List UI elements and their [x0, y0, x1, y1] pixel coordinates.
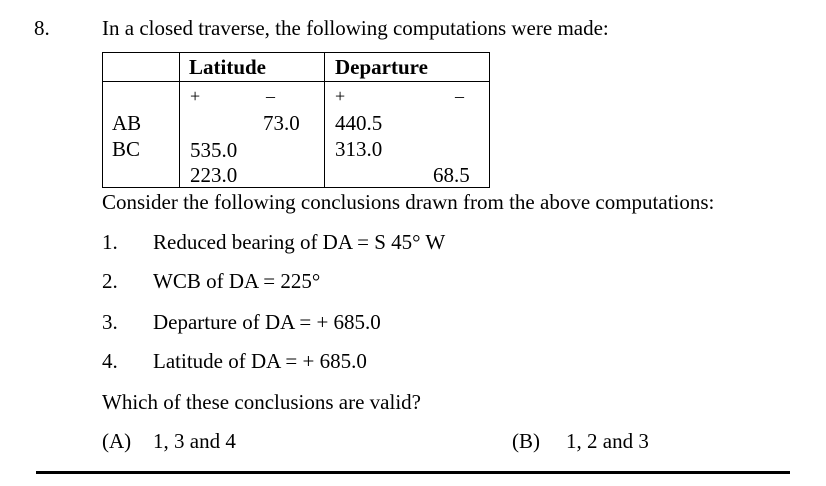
row-ab-line: AB — [112, 111, 142, 135]
conclusion-3-number: 3. — [102, 310, 118, 334]
table-header-rule — [103, 81, 489, 82]
question-number: 8. — [34, 16, 50, 40]
conclusion-2-number: 2. — [102, 269, 118, 293]
conclusion-2-text: WCB of DA = 225° — [153, 269, 321, 293]
option-b-text[interactable]: 1, 2 and 3 — [566, 429, 649, 453]
computation-table — [102, 52, 490, 188]
conclusion-1-text: Reduced bearing of DA = S 45° W — [153, 230, 446, 254]
option-a-text[interactable]: 1, 3 and 4 — [153, 429, 236, 453]
departure-header: Departure — [335, 55, 428, 79]
latitude-header: Latitude — [189, 55, 267, 79]
question-stem: In a closed traverse, the following computations were made: — [102, 16, 609, 40]
question-prompt: Which of these conclusions are valid? — [102, 390, 421, 414]
latitude-plus-sign: + — [190, 86, 201, 106]
bottom-rule — [36, 471, 790, 474]
latitude-minus-sign: – — [266, 86, 275, 106]
option-a-label[interactable]: (A) — [102, 429, 132, 453]
row-bc-line: BC — [112, 137, 141, 161]
conclusion-4-number: 4. — [102, 349, 118, 373]
row-ab-lat-minus: 73.0 — [263, 111, 300, 135]
row-3-dep-minus: 68.5 — [433, 163, 470, 187]
conclusion-1-number: 1. — [102, 230, 118, 254]
option-b-label[interactable]: (B) — [512, 429, 540, 453]
row-ab-dep-plus: 440.5 — [335, 111, 383, 135]
conclusion-4-text: Latitude of DA = + 685.0 — [153, 349, 367, 373]
row-3-lat-plus: 223.0 — [190, 163, 238, 187]
conclusion-3-text: Departure of DA = + 685.0 — [153, 310, 381, 334]
departure-minus-sign: – — [455, 86, 464, 106]
departure-plus-sign: + — [335, 86, 346, 106]
consider-statement: Consider the following conclusions drawn from the above computations: — [102, 190, 715, 214]
row-bc-dep-plus: 313.0 — [335, 137, 383, 161]
table-divider-lat-dep — [324, 53, 325, 187]
table-divider-line-col — [179, 53, 180, 187]
row-bc-lat-plus: 535.0 — [190, 138, 238, 162]
